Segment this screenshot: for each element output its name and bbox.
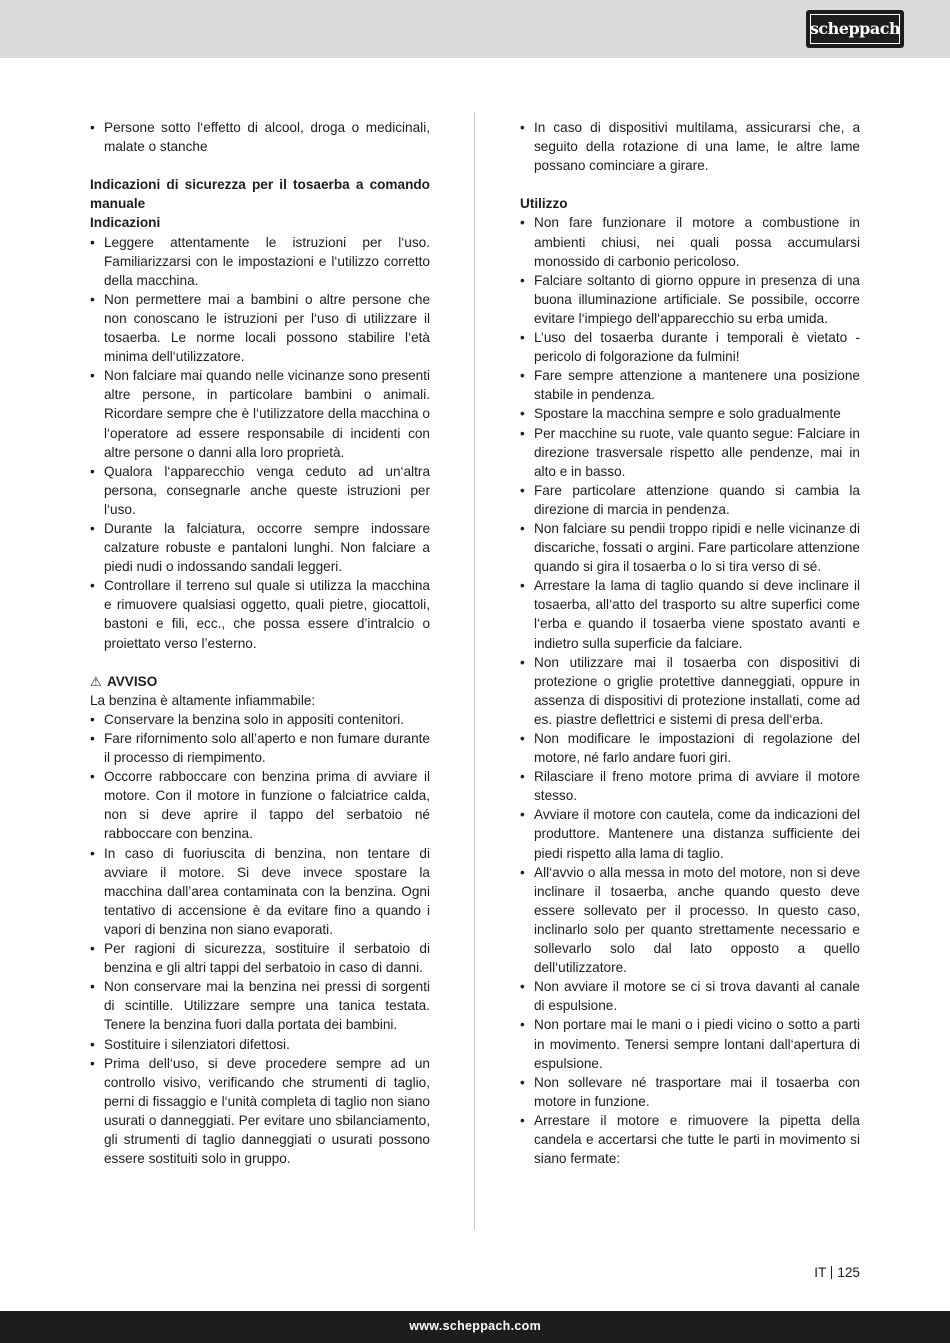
list-item: • Non sollevare né trasportare mai il tosaerba con motore in funzione. [520,1073,860,1111]
list-item: • Occorre rabboccare con benzina prima di avviare il motore. Con il motore in funzione o falciatrice calda, non si deve aprire il tappo del serbatoio né rabboccare con benzina. [90,767,430,843]
page-number-value: 125 [837,1265,860,1280]
section-heading-usage: Utilizzo [520,196,568,212]
list-item: • Non falciare mai quando nelle vicinanze sono presenti altre persone, in particolare bambini o animali. Ricordare sempre che è l‘utilizzatore della macchina o l‘operatore ad essere responsabile di incidenti con altre persone o danni alla loro proprietà. [90,366,430,461]
list-item: • Non utilizzare mai il tosaerba con dispositivi di protezione o griglie protettive danneggiati, oppure in assenza di dispositivi di protezione installati, come ad es. piastre deflettrici e sistemi di presa dell‘erba. [520,653,860,729]
section-heading-indications: Indicazioni [90,215,161,231]
list-item: • In caso di fuoriuscita di benzina, non tentare di avviare il motore. Si deve invece spostare la macchina dall’area contaminata con la benzina. Ogni tentativo di accensione è da evitare fino a quando i vapori di benzina non siano evaporati. [90,844,430,939]
list-item: • Qualora l‘apparecchio venga ceduto ad un‘altra persona, consegnarle anche queste istruzioni per l‘uso. [90,462,430,519]
list-item: • Prima dell‘uso, si deve procedere sempre ad un controllo visivo, verificando che strumenti di taglio, perni di fissaggio e l‘unità completa di taglio non siano usurati o danneggiati. Per evitare uno sbilanciamento, gli strumenti di taglio danneggiati o usurati possono essere sostituiti solo in gruppo. [90,1054,430,1169]
list-item: • Arrestare la lama di taglio quando si deve inclinare il tosaerba, all‘atto del trasporto su altre superfici come l‘erba e quando il tosaerba viene spostato avanti e indietro sulla superficie da falciare. [520,576,860,652]
list-item: • Rilasciare il freno motore prima di avviare il motore stesso. [520,767,860,805]
warning-heading [90,672,430,691]
language-code: IT [814,1265,827,1280]
warning-intro: La benzina è altamente infiammabile: [90,692,316,708]
header-band [0,0,950,58]
list-item: • Conservare la benzina solo in appositi contenitori. [90,710,430,729]
list-item: • Spostare la macchina sempre e solo gradualmente [520,404,860,423]
list-item: • Arrestare il motore e rimuovere la pipetta della candela e accertarsi che tutte le parti in movimento si siano fermate: [520,1111,860,1168]
section-heading-safety: Indicazioni di sicurezza per il tosaerba a comando manuale [90,177,430,212]
column-divider [474,112,475,1230]
list-item: • Fare sempre attenzione a mantenere una posizione stabile in pendenza. [520,366,860,404]
left-column [90,118,430,1168]
list-item: • Per macchine su ruote, vale quanto segue: Falciare in direzione trasversale rispetto alle pendenze, mai in alto e in basso. [520,424,860,481]
intro-list-left [90,118,430,156]
list-item: • Fare rifornimento solo all’aperto e non fumare durante il processo di riempimento. [90,729,430,767]
list-item: • Per ragioni di sicurezza, sostituire il serbatoio di benzina e gli altri tappi del serbatoio in caso di danni. [90,939,430,977]
indications-list [90,233,430,653]
list-item: • Sostituire i silenziatori difettosi. [90,1035,430,1054]
list-item: • In caso di dispositivi multilama, assicurarsi che, a seguito della rotazione di una lame, le altre lame possano cominciare a girare. [520,118,860,175]
list-item: • All‘avvio o alla messa in moto del motore, non si deve inclinare il tosaerba, anche quando questo deve essere sollevato per il processo. In questo caso, inclinarlo solo per quanto strettamente necessario e sollevarlo solo dal lato opposto a quello dell‘utilizzatore. [520,863,860,978]
list-item: • Non modificare le impostazioni di regolazione del motore, né farlo andare fuori giri. [520,729,860,767]
list-item: • Falciare soltanto di giorno oppure in presenza di una buona illuminazione artificiale. Se possibile, occorre evitare l‘impiego dell‘apparecchio su erba umida. [520,271,860,328]
warning-triangle-icon: ⚠ [90,673,102,689]
warning-list [90,710,430,1168]
page-number-separator [831,1266,832,1279]
list-item: • Non fare funzionare il motore a combustione in ambienti chiusi, nei quali possa accumularsi monossido di carbonio pericoloso. [520,213,860,270]
footer-website-link[interactable]: www.scheppach.com [409,1319,541,1333]
list-item: • Non conservare mai la benzina nei pressi di sorgenti di scintille. Utilizzare sempre una tanica testata. Tenere la benzina fuori dalla portata dei bambini. [90,977,430,1034]
list-item: • L’uso del tosaerba durante i temporali è vietato - pericolo di folgorazione da fulmini! [520,328,860,366]
list-item: • Controllare il terreno sul quale si utilizza la macchina e rimuovere qualsiasi oggetto, quali pietre, giocattoli, bastoni e fili, ecc., che possa essere d’intralcio o proiettato verso l’esterno. [90,576,430,652]
list-item: • Fare particolare attenzione quando si cambia la direzione di marcia in pendenza. [520,481,860,519]
page-number [814,1265,860,1280]
list-item: • Non permettere mai a bambini o altre persone che non conoscano le istruzioni per l‘uso di utilizzare il tosaerba. Le norme locali possono stabilire l‘età minima dell‘utilizzatore. [90,290,430,366]
list-item: • Leggere attentamente le istruzioni per l‘uso. Familiarizzarsi con le impostazioni e l‘utilizzo corretto della macchina. [90,233,430,290]
warning-heading-label: AVVISO [106,673,158,689]
intro-list-right [520,118,860,175]
footer-band [0,1311,950,1343]
list-item: • Durante la falciatura, occorre sempre indossare calzature robuste e pantaloni lunghi. Non falciare a piedi nudi o indossando sandali leggeri. [90,519,430,576]
list-item: • Non portare mai le mani o i piedi vicino o sotto a parti in movimento. Tenersi sempre lontani dall‘apertura di espulsione. [520,1015,860,1072]
right-column [520,118,860,1168]
list-item: • Persone sotto l‘effetto di alcool, droga o medicinali, malate o stanche [90,118,430,156]
list-item: • Non avviare il motore se ci si trova davanti al canale di espulsione. [520,977,860,1015]
brand-logo: scheppach [806,10,904,48]
list-item: • Avviare il motore con cautela, come da indicazioni del produttore. Mantenere una distanza sufficiente dei piedi rispetto alla lama di taglio. [520,805,860,862]
list-item: • Non falciare su pendii troppo ripidi e nelle vicinanze di discariche, fossati o argini. Fare particolare attenzione quando si gira il tosaerba o lo si tira verso di sé. [520,519,860,576]
usage-list [520,213,860,1168]
